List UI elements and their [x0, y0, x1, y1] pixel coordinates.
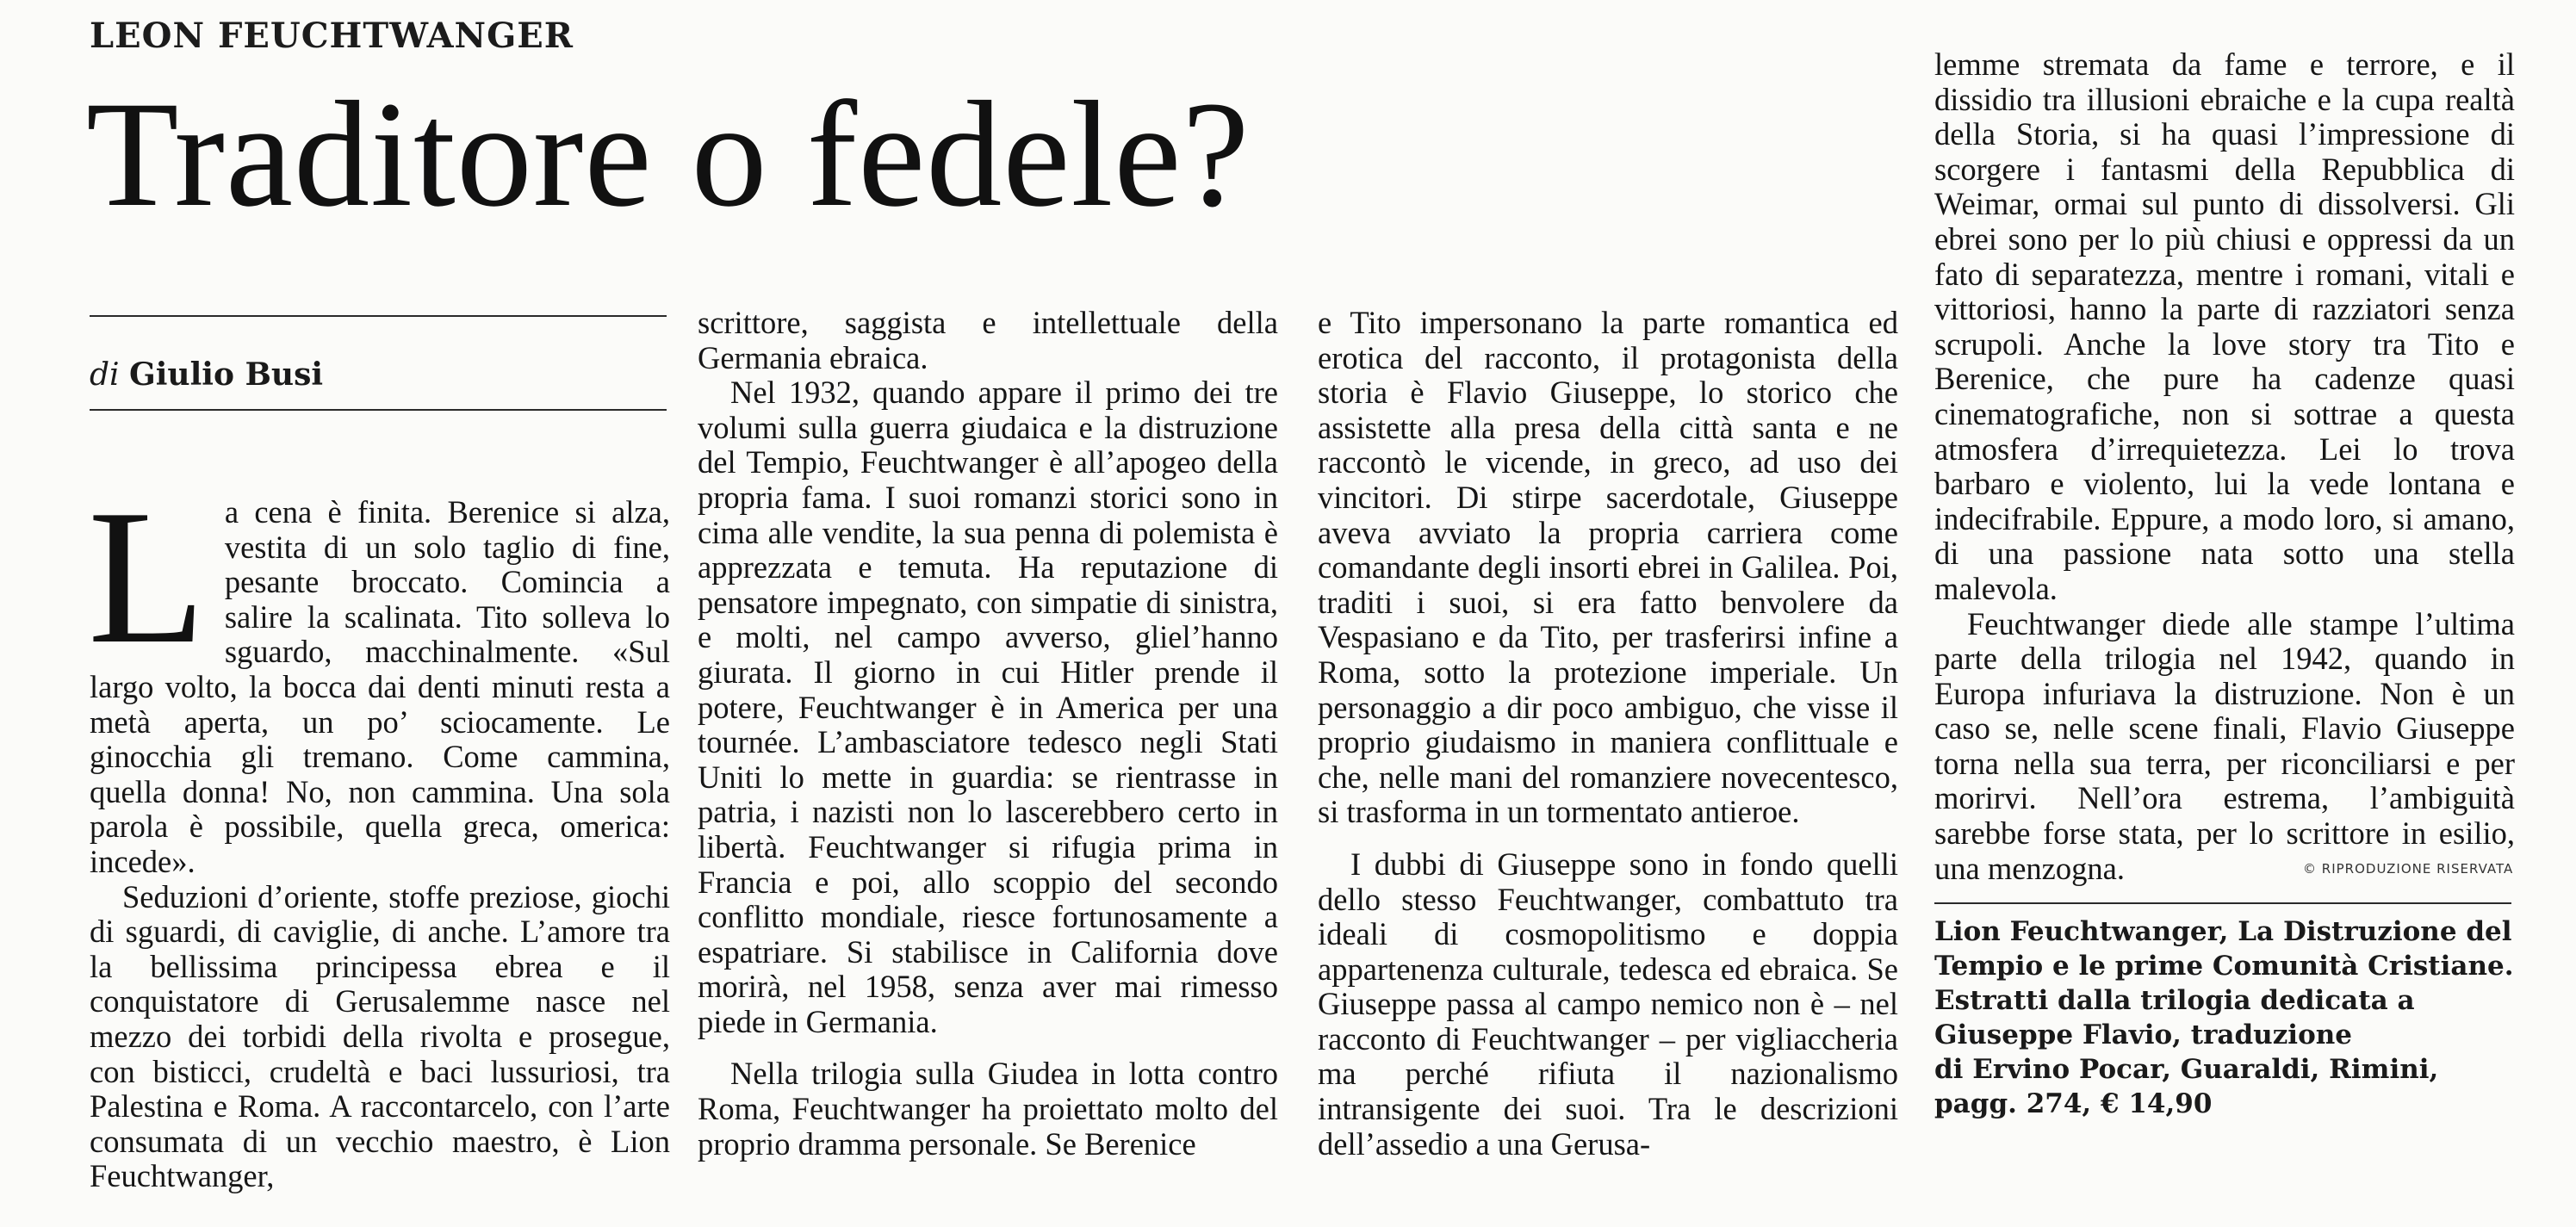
article-column-1 — [88, 470, 670, 1194]
paragraph: Feuchtwanger diede alle stampe l’ultima parte della trilogia nel 1942, quando in Europa infuriava la distruzione. Non è un caso se, nelle scene finali, Flavio Giuseppe torna nella sua terra, per riconciliarsi e per morirvi. Nell’ora estrema, l’ambiguità sarebbe forse stata, per lo scrittore in esilio, una menzogna. — [1934, 605, 2515, 886]
headline: Traditore o fedele? — [86, 71, 1251, 239]
book-info-line: Lion Feuchtwanger, La Distruzione del — [1934, 916, 2512, 947]
kicker: LEON FEUCHTWANGER — [90, 15, 574, 56]
copyright-notice: © RIPRODUZIONE RISERVATA — [2303, 861, 2514, 877]
paragraph: Seduzioni d’oriente, stoffe preziose, giochi di sguardi, di caviglie, di anche. L’amore tra la bellissima principessa ebrea e il conquistatore di Gerusalemme nasce nel mezzo dei torbidi della rivolta e prosegue, con bisticci, crudeltà e baci lussuriosi, tra Palestina e Roma. A raccontarcelo, con l’arte consumata di un vecchio maestro, è Lion Feuchtwanger, — [90, 878, 670, 1194]
paragraph: lemme stremata da fame e terrore, e il dissidio tra illusioni ebraiche e la cupa realtà della Storia, si ha quasi l’impressione di scorgere i fantasmi della Repubblica di Weimar, ormai sul punto di dissolversi. Gli ebrei sono per lo più chiusi e oppressi da un fato di separatezza, mentre i romani, vitali e vittoriosi, hanno la parte di razziatori senza scrupoli. Anche la love story tra Tito e Berenice, che pure ha cadenze quasi cinematografiche, non si sottrae a questa atmosfera d’irrequietezza. Lei lo trova barbaro e violento, lui la vede lontana e indecifrabile. Eppure, a modo loro, si amano, di una passione nata sotto una stella malevola. — [1934, 46, 2515, 606]
paragraph: e Tito impersonano la parte romantica ed erotica del racconto, il protagonista della storia è Flavio Giuseppe, lo storico che assistette alla presa della città santa e ne raccontò le vicende, in greco, ad uso dei vincitori. Di stirpe sacerdotale, Giuseppe aveva avviato la propria carriera come comandante degli insorti ebrei in Galilea. Poi, traditi i suoi, si era fatto benvolere da Vespasiano e da Tito, per trasferirsi infine a Roma, sotto la protezione imperiale. Un personaggio a dir poco ambiguo, che visse il proprio giudaismo in maniera conflittuale e che, nelle mani del romanziere novecentesco, si trasforma in un tormentato antieroe. — [1318, 305, 1898, 830]
book-info — [1934, 914, 2520, 1121]
book-info-line: di Ervino Pocar, Guaraldi, Rimini, — [1934, 1054, 2439, 1085]
paragraph: scrittore, saggista e intellettuale della Germania ebraica. — [698, 305, 1278, 375]
paragraph-text: a cena è finita. Berenice si alza, vestita di un solo taglio di fine, pesante broccato. Comincia a salire la scalinata. Tito solleva lo sguardo, macchinalmente. «Sul largo volto, la bocca dai denti minuti resta a metà aperta, un po’ sciocamente. Le ginocchia gli tremano. Come cammina, quella donna! No, non cammina. Una sola parola è possibile, quella greca, omerica: incede». — [90, 494, 670, 879]
paragraph — [88, 470, 670, 880]
byline-rule-bottom — [90, 409, 667, 411]
article-column-4 — [1934, 47, 2515, 886]
drop-cap: L — [88, 470, 206, 684]
book-info-line: pagg. 274, € 14,90 — [1934, 1088, 2213, 1119]
article-column-3 — [1318, 306, 1898, 1162]
byline-prefix: di — [90, 357, 120, 393]
byline-rule-top — [90, 315, 667, 317]
paragraph: Nel 1932, quando appare il primo dei tre volumi sulla guerra giudaica e la distruzione del Tempio, Feuchtwanger è all’apogeo della propria fama. I suoi romanzi storici sono in cima alle vendite, la sua penna di polemista è apprezzata e temuta. Ha reputazione di pensatore impegnato, con simpatie di sinistra, e molti, nel campo avverso, gliel’hanno giurata. Il giorno in cui Hitler prende il potere, Feuchtwanger è in America per una tournée. L’ambasciatore tedesco negli Stati Uniti lo mette in guardia: se rientrasse in patria, i nazisti non lo lascerebbero certo in libertà. Feuchtwanger si rifugia prima in Francia e poi, allo scoppio del secondo conflitto mondiale, riesce fortunosamente a espatriare. Si stabilisce in California dove morirà, nel 1958, senza aver mai rimesso piede in Germania. — [698, 375, 1278, 1039]
book-info-line: Giuseppe Flavio, traduzione — [1934, 1019, 2353, 1050]
book-info-rule — [1934, 902, 2511, 904]
paragraph: I dubbi di Giuseppe sono in fondo quelli dello stesso Feuchtwanger, combattuto tra ideali di cosmopolitismo e doppia appartenenza culturale, tedesca ed ebraica. Se Giuseppe passa al campo nemico non è – nel racconto di Feuchtwanger – per vigliaccheria ma perché rifiuta il nazionalismo intransigente dei suoi. Tra le descrizioni dell’assedio a una Gerusa- — [1318, 846, 1898, 1162]
paragraph: Nella trilogia sulla Giudea in lotta contro Roma, Feuchtwanger ha proiettato molto del proprio dramma personale. Se Berenice — [698, 1056, 1278, 1162]
article-column-2 — [698, 306, 1278, 1162]
byline-author: Giulio Busi — [129, 356, 324, 393]
book-info-line: Estratti dalla trilogia dedicata a — [1934, 985, 2415, 1016]
book-info-line: Tempio e le prime Comunità Cristiane. — [1934, 951, 2514, 982]
byline — [90, 356, 323, 393]
